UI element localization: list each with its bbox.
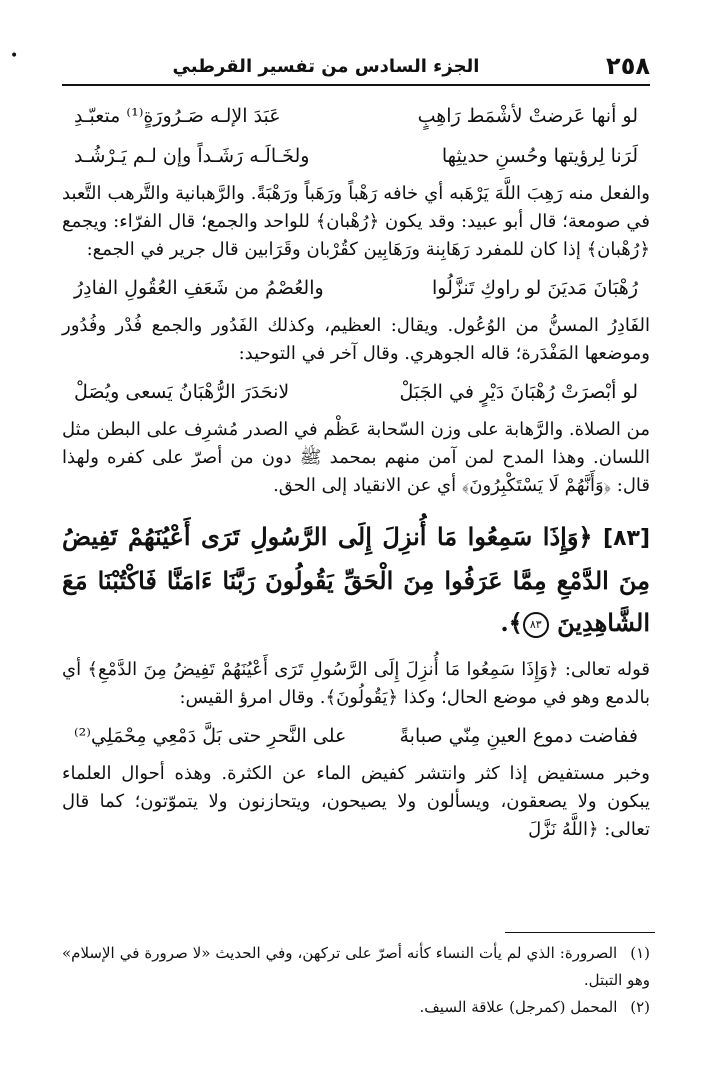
quran-text: ﴿وَإِذَا سَمِعُوا مَا أُنزِلَ إِلَى الرَّسُولِ تَرَى أَعْيُنَهُمْ تَفِيضُ مِنَ الدَّمْعِ مِمَّا عَرَفُوا مِنَ الْحَقِّ يَقُولُونَ رَبَّنَا ءَامَنَّا فَاكْتُبْنَا مَعَ الشَّاهِدِينَ <box>62 522 650 637</box>
quran-verse <box>62 516 650 644</box>
poetry-verse <box>74 720 638 752</box>
paragraph: من الصلاة. والرَّهابة على وزن السّحابة عَظْم في الصدر مُشرِف على البطن مثل اللسان. وهذا المدح لمن آمن منهم بمحمد ﷺ دون من أصرّ على كفره ولهذا قال: ﴿وَأَنَّهُمْ لَا يَسْتَكْبِرُونَ﴾ أي عن الانقياد إلى الحق. <box>62 419 650 496</box>
paragraph: وخبر مستفيض إذا كثر وانتشر كفيض الماء عن الكثرة. وهذه أحوال العلماء يبكون ولا يصعقون، ويسألون ولا يصيحون، ويتحازنون ولا يتموّتون؛ كما قال تعالى: ﴿اللَّهُ نَزَّلَ <box>62 763 650 840</box>
page-number: ٢٥٨ <box>606 52 650 80</box>
verse-hemistich-second: على النَّحرِ حتى بَلَّ دَمْعِي مِحْمَلِي⁽²⁾ <box>74 725 347 747</box>
poetry-verse <box>74 100 638 132</box>
page-corner-mark: • <box>10 48 19 64</box>
verse-hemistich-second: ولخَـالَـه رَشَـداً وإن لـم يَـرْشُـد <box>74 145 310 167</box>
page-header <box>62 52 650 82</box>
quran-close: ﴾. <box>500 608 523 637</box>
running-title: الجزء السادس من تفسير القرطبي <box>172 56 480 77</box>
header-rule <box>62 84 650 86</box>
paragraph: الفَادِرُ المسنُّ من الوُعُول. ويقال: العظيم، وكذلك الفَدُور والجمع فُدْر وفُدُور وموضعها المَفْدَرة؛ قاله الجوهري. وقال آخر في التوحيد: <box>62 315 650 364</box>
footnote-text: المحمل (كمرجل) علاقة السيف. <box>419 998 618 1016</box>
poetry-verse <box>74 140 638 172</box>
footnote-number: (١) <box>630 944 650 962</box>
page-body <box>62 92 650 844</box>
footnote-text: الصرورة: الذي لم يأت النساء كأنه أصرّ على تركهن، وفي الحديث «لا صرورة في الإسلام» وهو التبتل. <box>62 944 650 989</box>
verse-hemistich-first: رُهْبَانَ مَديَنَ لو راوكِ تَنزَّلُوا <box>431 277 638 299</box>
ayah-end-mark: ٨٣ <box>523 612 549 638</box>
verse-hemistich-second: عَبَدَ الإلـه صَـرُورَةٍ⁽¹⁾ متعبّـدِ <box>74 105 281 127</box>
footnote-number: (٢) <box>630 998 650 1016</box>
poetry-verse <box>74 272 638 304</box>
footnote-rule <box>505 932 655 933</box>
verse-hemistich-first: لو أبْصرَتْ رُهْبَانَ دَيْرٍ في الجَبَلْ <box>399 381 638 403</box>
ayah-number: [٨٣] <box>603 526 650 551</box>
verse-hemistich-first: لو أنها عَرضتْ لأشْمَط رَاهِبٍ <box>417 105 638 127</box>
footnote <box>62 994 650 1021</box>
verse-hemistich-second: والعُصْمُ من شَعَفِ العُقُولِ الفادِرُ <box>74 277 324 299</box>
paragraph: قوله تعالى: ﴿وَإِذَا سَمِعُوا مَا أُنزِلَ إِلَى الرَّسُولِ تَرَى أَعْيُنَهُمْ تَفِيضُ مِنَ الدَّمْعِ﴾ أي بالدمع وهو في موضع الحال؛ وكذا ﴿يَقُولُونَ﴾. وقال امرؤ القيس: <box>62 659 650 708</box>
poetry-verse <box>74 376 638 408</box>
verse-hemistich-first: لَرَنا لِرؤيتها وحُسنِ حديثِها <box>441 145 638 167</box>
verse-hemistich-first: ففاضت دموع العينِ مِنّي صبابةً <box>399 725 638 747</box>
footnote <box>62 940 650 994</box>
paragraph: والفعل منه رَهِبَ اللَّهَ يَرْهَبه أي خافه رَهْباً ورَهَباً ورَهْبَةً. والرَّهبانية والتَّرهب التَّعبد في صومعة؛ قال أبو عبيد: وقد يكون ﴿رُهْبان﴾ للواحد والجمع؛ قال الفرّاء: ويجمع ﴿رُهْبان﴾ إذا كان للمفرد رَهَابِنة ورَهَابِين كقُرْبان وقَرَابين قال جرير في الجمع: <box>62 183 650 260</box>
verse-hemistich-second: لانحَدَرَ الرُّهْبَانُ يَسعى ويُصَلْ <box>74 381 290 403</box>
footnotes <box>62 940 650 1021</box>
